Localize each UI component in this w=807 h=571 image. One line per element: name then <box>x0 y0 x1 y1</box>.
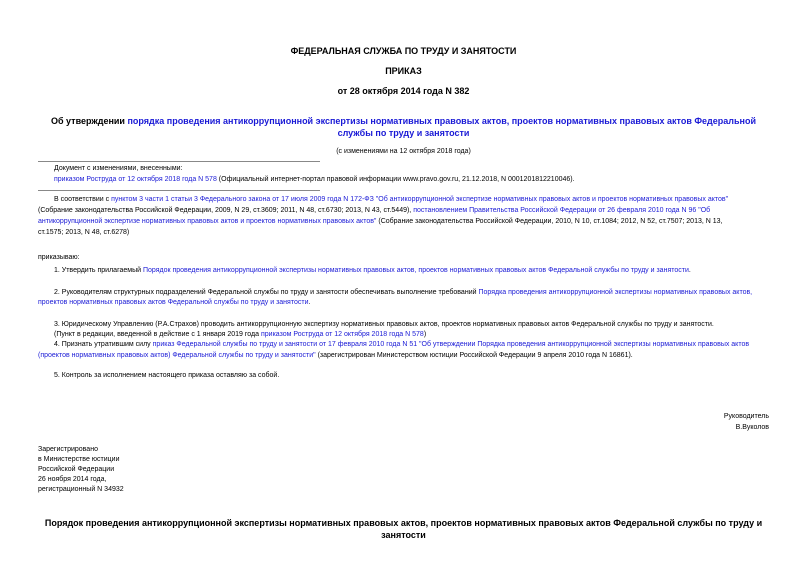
document-date-number: от 28 октября 2014 года N 382 <box>337 86 470 96</box>
document-title <box>0 115 807 139</box>
item-text: . <box>308 299 311 306</box>
item-text: (зарегистрирован Министерством юстиции Российской Федерации 9 апреля 2010 года N 16861). <box>315 352 633 359</box>
resolution-96-link-continued[interactable]: антикоррупционной экспертизе нормативных правовых актов и проектов нормативных правовых актов" <box>38 218 377 225</box>
item-text: 2. Руководителям структурных подразделений Федеральной службы по труду и занятости обеспечивать выполнение требований <box>54 289 479 296</box>
resolution-96-link[interactable]: постановлением Правительства Российской Федерации от 26 февраля 2010 года N 96 "Об <box>413 207 711 214</box>
order-word: приказываю: <box>38 254 80 261</box>
law-172fz-link[interactable]: пунктом 3 части 1 статьи 3 Федерального закона от 17 июля 2009 года N 172-ФЗ "Об антикоррупционной экспертизе нормативных правовых актов и проектов нормативных правовых актов" <box>111 196 729 203</box>
preamble-line-3 <box>38 217 722 227</box>
divider-bottom <box>38 190 320 191</box>
item-4 <box>54 340 749 350</box>
preamble-text: (Собрание законодательства Российской Федерации, 2010, N 10, ст.1084; 2012, N 52, ст.7507; 2013, N 13, <box>376 218 723 225</box>
item-2 <box>54 288 752 298</box>
changes-source <box>54 175 575 185</box>
procedure-requirements-link-continued[interactable]: проектов нормативных правовых актов Федеральной службы по труду и занятости <box>38 299 309 306</box>
agency-name: ФЕДЕРАЛЬНАЯ СЛУЖБА ПО ТРУДУ И ЗАНЯТОСТИ <box>290 46 517 56</box>
signature-role: Руководитель <box>723 413 769 420</box>
amendment-578-link[interactable]: приказом Роструда от 12 октября 2018 года N 578 <box>260 331 424 338</box>
registration-line: регистрационный N 34932 <box>38 486 124 493</box>
item-text: (Пункт в редакции, введенной в действие с 1 января 2019 года <box>54 331 261 338</box>
document-type: ПРИКАЗ <box>385 66 422 76</box>
registration-line: Зарегистрировано <box>38 446 98 453</box>
title-prefix: Об утверждении <box>50 116 128 126</box>
annex-title-line: Порядок проведения антикоррупционной экспертизы нормативных правовых актов, проектов нормативных правовых актов Федеральной службы по труду и <box>44 518 763 528</box>
item-text: ) <box>423 331 427 338</box>
divider-top <box>38 161 320 162</box>
preamble-line-4: ст.1575; 2013, N 48, ст.6278) <box>38 229 130 236</box>
changes-label: Документ с изменениями, внесенными: <box>54 165 183 172</box>
title-link[interactable]: порядка проведения антикоррупционной экспертизы нормативных правовых актов, проектов нормативных правовых актов Федеральной <box>127 116 756 126</box>
registration-line: Российской Федерации <box>38 466 115 473</box>
changes-note: (с изменениями на 12 октября 2018 года) <box>336 148 471 155</box>
item-1 <box>54 266 691 276</box>
procedure-link[interactable]: Порядок проведения антикоррупционной экспертизы нормативных правовых актов, проектов нормативных правовых актов Федеральной службы по труду и занятости <box>142 267 689 274</box>
title-link-continued[interactable]: службы по труду и занятости <box>337 128 470 138</box>
preamble-line-2 <box>38 206 710 216</box>
registration-line: в Министерстве юстиции <box>38 456 120 463</box>
signature-name: В.Вуколов <box>735 424 769 431</box>
item-5: 5. Контроль за исполнением настоящего приказа оставляю за собой. <box>54 372 280 379</box>
annex-title-line: занятости <box>381 530 426 540</box>
changes-link[interactable]: приказом Роструда от 12 октября 2018 года N 578 <box>54 176 217 183</box>
item-3: 3. Юридическому Управлению (Р.А.Страхов) проводить антикоррупционную экспертизу нормативных правовых актов, проектов нормативных правовых актов Федеральной службы по труду и занятости. <box>54 321 714 328</box>
order-51-link[interactable]: приказ Федеральной службы по труду и занятости от 17 февраля 2010 года N 51 "Об утверждении Порядка проведения антикоррупционной экспертизы нормативных правовых актов <box>152 341 750 348</box>
item-4-continued <box>38 351 633 361</box>
procedure-requirements-link[interactable]: Порядка проведения антикоррупционной экспертизы нормативных правовых актов, <box>478 289 753 296</box>
item-text: 1. Утвердить прилагаемый <box>54 267 143 274</box>
changes-suffix: (Официальный интернет-портал правовой информации www.pravo.gov.ru, 21.12.2018, N 0001201812210046). <box>216 176 575 183</box>
registration-block <box>38 445 124 495</box>
preamble-text: В соответствии с <box>54 196 112 203</box>
item-text: . <box>688 267 691 274</box>
preamble-line-1 <box>54 195 728 205</box>
preamble-text: (Собрание законодательства Российской Федерации, 2009, N 29, ст.3609; 2011, N 48, ст.6730; 2013, N 43, ст.5449), <box>38 207 414 214</box>
order-51-link-continued[interactable]: (проектов нормативных правовых актов) Федеральной службы по труду и занятости" <box>38 352 316 359</box>
annex-title <box>0 517 807 541</box>
item-text: 4. Признать утратившим силу <box>54 341 153 348</box>
item-3-note <box>54 330 426 340</box>
registration-line: 26 ноября 2014 года, <box>38 476 107 483</box>
item-2-continued <box>38 298 310 308</box>
